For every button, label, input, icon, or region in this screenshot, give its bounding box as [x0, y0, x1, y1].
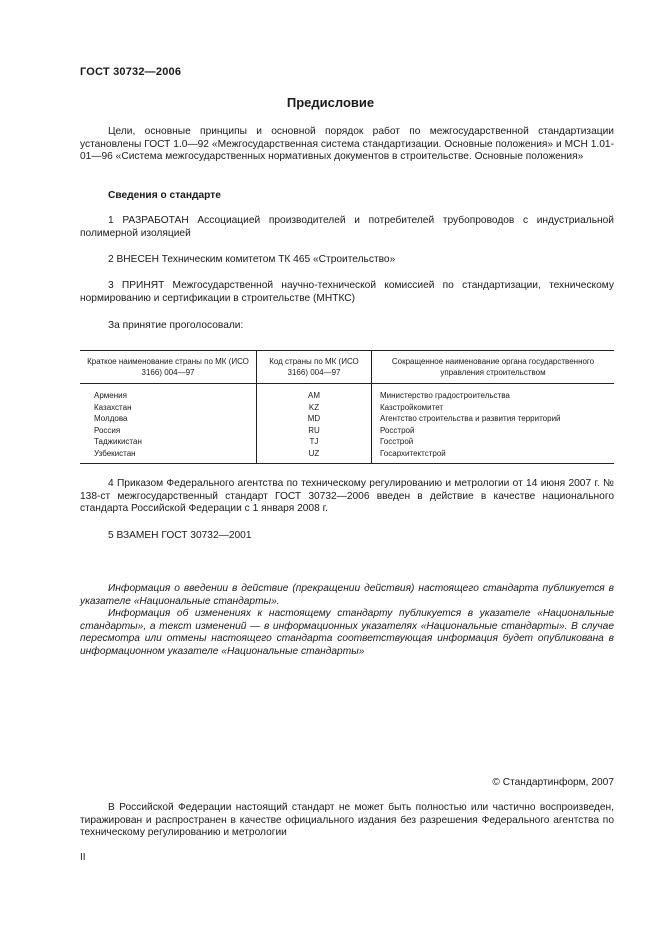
country-name: Узбекистан: [80, 448, 257, 463]
notice-introduction: Информация о введении в действие (прекращении действия) настоящего стандарта публикуется в указателе «Национальные стандарты».: [80, 583, 614, 607]
table-row: [80, 384, 614, 402]
country-code: MD: [257, 413, 372, 425]
table-row: [80, 436, 614, 448]
table-header-authority: Сокращенное наименование органа государственного управления строительством: [372, 351, 615, 384]
table-header-code: Код страны по МК (ИСО 3166) 004—97: [257, 351, 372, 384]
intro-paragraph: Цели, основные принципы и основной порядок работ по межгосударственной стандартизации установлены ГОСТ 1.0—92 «Межгосударственная система стандартизации. Основные положения» и МСН 1.01-01—96 «Система межгосударственных нормативных документов в строительстве. Основные положения»: [80, 126, 614, 163]
country-name: Армения: [94, 391, 127, 400]
authority-name: Госархитектстрой: [372, 448, 615, 463]
item-order: 4 Приказом Федерального агентства по техническому регулированию и метрологии от 14 июня 2007 г. № 138-ст межгосударственный стандарт ГОСТ 30732—2006 введен в действие в качестве национального стандарта Российской Федерации с 1 января 2008 г.: [80, 478, 614, 515]
page-number: II: [80, 852, 86, 863]
notice-changes: Информация об изменениях к настоящему стандарту публикуется в указателе «Национальные стандарты», а текст изменений — в информационных указателях «Национальные стандарты». В случае пересмотра или отмены настоящего стандарта соответствующая информация будет опубликована в информационном указателе «Национальные стандарты»: [80, 608, 614, 657]
voting-states-table: [80, 350, 614, 464]
country-code: KZ: [257, 402, 372, 414]
country-code: UZ: [257, 448, 372, 463]
rights-notice: В Российской Федерации настоящий стандарт не может быть полностью или частично воспроизведен, тиражирован и распространен в качестве официального издания без разрешения Федерального агентства по техническому регулированию и метрологии: [80, 802, 614, 839]
country-code: RU: [257, 425, 372, 437]
authority-name: Казстройкомитет: [372, 402, 615, 414]
item-introduced: 2 ВНЕСЕН Техническим комитетом ТК 465 «Строительство»: [108, 254, 396, 265]
table-header-row: [80, 351, 614, 384]
table-row: [80, 402, 614, 414]
authority-name: Госстрой: [372, 436, 615, 448]
country-code: AM: [257, 384, 372, 402]
country-name: Таджикистан: [94, 437, 142, 447]
section-heading: Сведения о стандарте: [108, 190, 221, 201]
copyright-line: © Стандартинформ, 2007: [492, 777, 614, 788]
country-name: Россия: [94, 425, 121, 435]
authority-name: Росстрой: [372, 425, 615, 437]
item-adopted: 3 ПРИНЯТ Межгосударственной научно-технической комиссией по стандартизации, техническому нормированию и сертификации в строительстве (МНТКС): [80, 280, 614, 304]
table-row: [80, 425, 614, 437]
item-developed: 1 РАЗРАБОТАН Ассоциацией производителей и потребителей трубопроводов с индустриальной полимерной изоляцией: [80, 215, 614, 239]
country-name: Молдова: [94, 414, 128, 424]
country-name: Казахстан: [94, 402, 132, 412]
document-code-header: ГОСТ 30732—2006: [80, 66, 182, 78]
table-row: [80, 448, 614, 463]
item-replaces: 5 ВЗАМЕН ГОСТ 30732—2001: [108, 530, 252, 541]
authority-name: Министерство градостроительства: [372, 384, 615, 402]
authority-name: Агентство строительства и развития территорий: [372, 413, 615, 425]
item-voted: За принятие проголосовали:: [108, 320, 244, 331]
table-header-country: Краткое наименование страны по МК (ИСО 3166) 004—97: [80, 351, 257, 384]
country-code: TJ: [257, 436, 372, 448]
table-row: [80, 413, 614, 425]
page-title: Предисловие: [286, 95, 375, 110]
